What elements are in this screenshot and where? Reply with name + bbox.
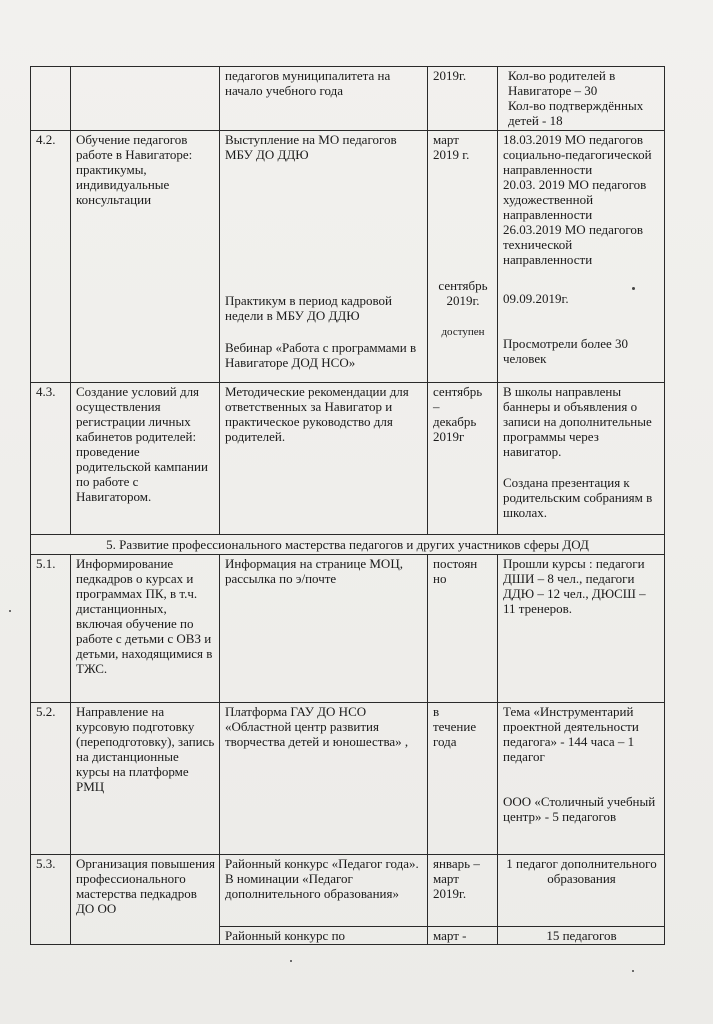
date-text: март -: [433, 928, 467, 943]
date-text: март 2019 г.: [433, 132, 470, 162]
result-text: Тема «Инструментарий проектной деятельности педагога» - 144 часа – 1 педагог: [503, 704, 639, 764]
row-number: 4.3.: [31, 383, 71, 535]
task-cell: Создание условий для осуществления регистрации личных кабинетов родителей: проведение родительской кампании по работе с Навигатором.: [71, 383, 220, 535]
activity-text: Выступление на МО педагогов МБУ ДО ДДЮ: [225, 132, 397, 162]
activity-cell: Информация на странице МОЦ, рассылка по э/почте: [220, 555, 428, 703]
date-cell: [428, 555, 498, 703]
task-cell: Направление на курсовую подготовку (переподготовку), запись на дистанционные курсы на платформе РМЦ: [71, 703, 220, 855]
date-text: сентябрь – декабрь 2019г: [433, 384, 483, 444]
activity-cell: Методические рекомендации для ответственных за Навигатор и практическое руководство для родителей.: [220, 383, 428, 535]
result-cell: [498, 703, 665, 855]
result-text: ООО «Столичный учебный центр» - 5 педагогов: [503, 794, 656, 824]
task-cell: [71, 67, 220, 131]
result-cell: 1 педагог дополнительного образования: [498, 855, 665, 927]
result-text: Кол-во родителей в Навигаторе – 30 Кол-во подтверждённых детей - 18: [508, 68, 644, 128]
row-number: 4.2.: [31, 131, 71, 383]
row-number: 5.1.: [31, 555, 71, 703]
scan-speck: [9, 610, 11, 612]
activity-cell: Районный конкурс «Педагог года». В номинации «Педагог дополнительного образования»: [220, 855, 428, 927]
result-cell: Прошли курсы : педагоги ДШИ – 8 чел., педагоги ДДЮ – 12 чел., ДЮСШ – 11 тренеров.: [498, 555, 665, 703]
table-row: [31, 703, 665, 855]
date-cell: [428, 67, 498, 131]
scan-speck: [632, 970, 634, 972]
table-row: [31, 131, 665, 383]
date-text: в течение года: [433, 704, 477, 749]
date-text: доступен: [441, 326, 485, 338]
date-cell: [428, 927, 498, 945]
date-text: 2019г.: [433, 68, 467, 83]
scan-speck: [632, 287, 635, 290]
activity-cell: педагогов муниципалитета на начало учебного года: [220, 67, 428, 131]
plan-table: [30, 66, 665, 945]
result-text: Просмотрели более 30 человек: [503, 336, 629, 366]
result-text: 18.03.2019 МО педагогов социально-педагогической направленности 20.03. 2019 МО педагогов художественной направленности 26.03.2019 МО педагогов технической направленности: [503, 132, 652, 267]
result-text: В школы направлены баннеры и объявления о записи на дополнительные программы через навигатор.: [503, 384, 652, 459]
task-cell: Информирование педкадров о курсах и программах ПК, в т.ч. дистанционных, включая обучение по работе с детьми с ОВЗ и детьми, находящимися в ТЖС.: [71, 555, 220, 703]
table-row: [31, 67, 665, 131]
result-cell: [498, 131, 665, 383]
section-title: 5. Развитие профессионального мастерства педагогов и других участников сферы ДОД: [31, 535, 665, 555]
row-number: [31, 67, 71, 131]
result-cell: [498, 67, 665, 131]
date-text: январь – март 2019г.: [433, 856, 480, 901]
table-row: [31, 383, 665, 535]
result-cell: [498, 383, 665, 535]
activity-text: Практикум в период кадровой недели в МБУ ДО ДДЮ: [225, 293, 392, 323]
activity-cell: [220, 131, 428, 383]
result-text: 09.09.2019г.: [503, 291, 569, 306]
task-cell: Обучение педагогов работе в Навигаторе: практикумы, индивидуальные консультации: [71, 131, 220, 383]
row-number: 5.3.: [31, 855, 71, 945]
date-cell: [428, 383, 498, 535]
task-cell: Организация повышения профессионального мастерства педкадров ДО ОО: [71, 855, 220, 945]
date-text: постоян но: [433, 556, 478, 586]
result-cell: 15 педагогов: [498, 927, 665, 945]
date-cell: [428, 131, 498, 383]
scan-speck: [290, 960, 292, 962]
activity-cell: Районный конкурс по: [220, 927, 428, 945]
section-header-row: [31, 535, 665, 555]
result-text: Создана презентация к родительским собраниям в школах.: [503, 475, 653, 520]
date-cell: [428, 855, 498, 927]
activity-cell: Платформа ГАУ ДО НСО «Областной центр развития творчества детей и юношества» ,: [220, 703, 428, 855]
table-row: [31, 555, 665, 703]
row-number: 5.2.: [31, 703, 71, 855]
date-cell: [428, 703, 498, 855]
date-text: сентябрь 2019г.: [438, 278, 488, 308]
activity-text: Вебинар «Работа с программами в Навигаторе ДОД НСО»: [225, 340, 417, 370]
table-row: [31, 855, 665, 927]
